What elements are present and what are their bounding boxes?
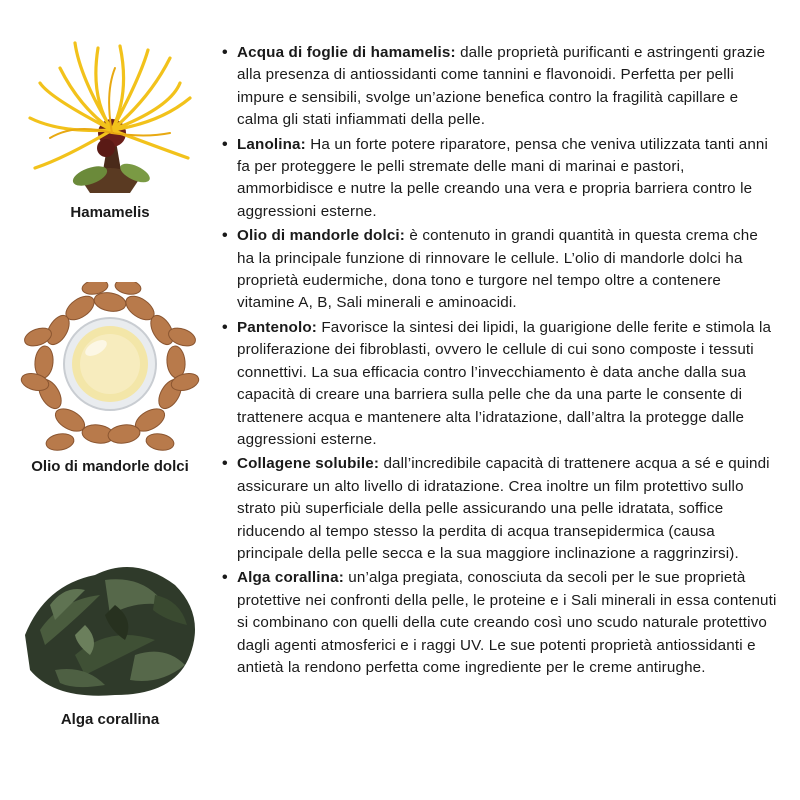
- witch-hazel-flower-icon: [20, 38, 200, 198]
- list-item: [222, 134, 777, 224]
- item-term: Olio di mandorle dolci:: [237, 227, 405, 245]
- item-term: Alga corallina:: [237, 569, 344, 587]
- item-text: un’alga pregiata, conosciuta da secoli per le sue proprietà protettive nei confronti della pelle, le proteine e i Sali minerali in essa contenuti si combinano con quelli della cute creando così uno scudo naturale protettivo dagli agenti atmosferici e i raggi UV. Le sue potenti proprietà antiossidanti e antietà la rendono perfetta come ingrediente per le creme antirughe.: [237, 569, 777, 676]
- ingredient-almond-oil: [10, 282, 210, 475]
- ingredient-seaweed: [10, 545, 210, 728]
- list-item: [222, 453, 777, 565]
- list-item: [222, 567, 777, 679]
- almond-oil-bowl-icon: [20, 282, 200, 452]
- list-item: [222, 225, 777, 315]
- caption-almond-oil: Olio di mandorle dolci: [31, 458, 189, 475]
- item-text: dall’incredibile capacità di trattenere acqua a sé e quindi assicurare un alto livello di idratazione. Crea inoltre un film protettivo sullo strato più superficiale della pelle assicurando una pelle idratata, soffice riducendo al tempo stesso la perdita di acqua transepidermica (causa principale della pelle secca e la sua maggiore inclinazione a raggrinzirsi).: [237, 455, 770, 562]
- item-text: è contenuto in grandi quantità in questa crema che ha la principale funzione di rinnovare le cellule. L’olio di mandorle dolci ha proprietà eudermiche, dona tono e turgore nel tempo oltre a contenere vitamine A, B, Sali minerali e aminoacidi.: [237, 227, 758, 312]
- ingredient-hamamelis: [10, 38, 210, 221]
- item-text: dalle proprietà purificanti e astringenti grazie alla presenza di antiossidanti come tannini e flavonoidi. Perfetta per pelli impure e sensibili, svolge un’azione benefica contro la fragilità capillare e calma gli stati infiammati della pelle.: [237, 44, 766, 129]
- item-text: Favorisce la sintesi dei lipidi, la guarigione delle ferite e stimola la proliferazione dei fibroblasti, ovvero le cellule di cui sono composte i tessuti connettivi. La sua efficacia contro l’invecchiamento è data anche dalla sua capacità di creare una barriera sulla pelle che da una parte le consente di trattenere acqua e mantenere alta l’idratazione, dall’altra la protegge dalle aggressioni esterne.: [237, 318, 772, 448]
- item-term: Acqua di foglie di hamamelis:: [237, 44, 456, 61]
- item-text: Ha un forte potere riparatore, pensa che veniva utilizzata tanti anni fa per proteggere le pelli stremate delle mani di marinai e pastori, ammorbidisce e nutre la pelle creando una vera e propria barriera contro le aggressioni esterne.: [237, 135, 769, 220]
- seaweed-icon: [15, 545, 205, 705]
- ingredient-description-list: [222, 42, 777, 681]
- list-item: [222, 317, 777, 451]
- list-item: [222, 42, 777, 132]
- caption-seaweed: Alga corallina: [60, 711, 160, 728]
- item-term: Pantenolo:: [237, 318, 317, 336]
- caption-hamamelis: Hamamelis: [70, 204, 150, 221]
- ingredient-images-column: [0, 0, 215, 800]
- item-term: Lanolina:: [237, 135, 306, 153]
- item-term: Collagene solubile:: [237, 455, 380, 473]
